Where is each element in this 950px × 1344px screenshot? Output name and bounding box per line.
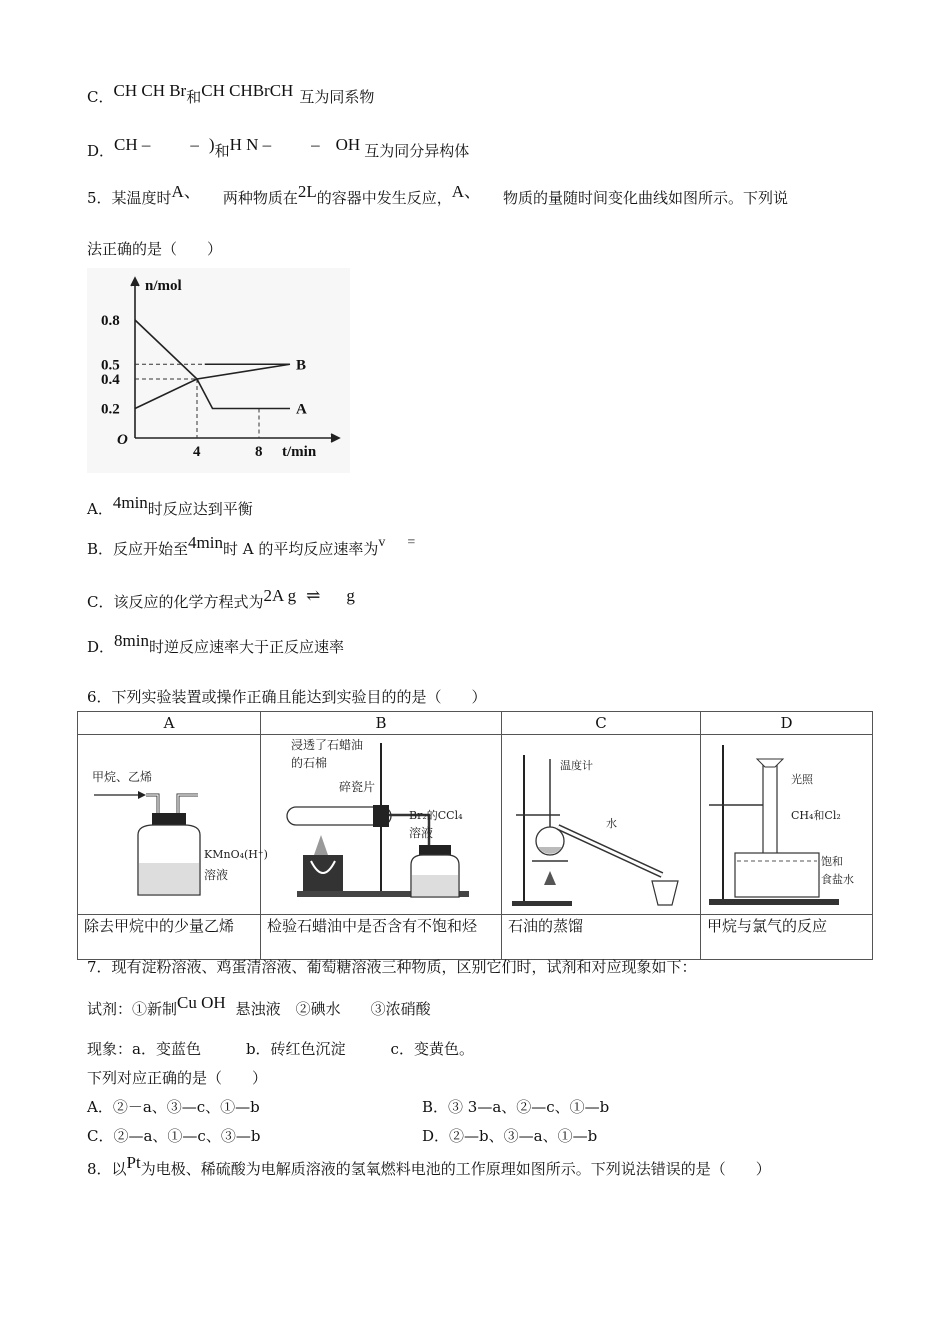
label-saturated: 饱和: [821, 855, 843, 868]
distillation-figure: [502, 735, 698, 910]
q6-caption-b: 检验石蜡油中是否含有不饱和烃: [261, 915, 502, 960]
label-solution-a: 溶液: [204, 868, 229, 882]
q4-option-d: D．CH – – )和H N – – OH 互为同分异构体: [87, 135, 470, 160]
y-tick-label: 0.4: [101, 372, 120, 388]
q5-graph-svg: [87, 268, 350, 473]
x-tick-label: 4: [193, 444, 201, 460]
label-gas-a: 甲烷、乙烯: [92, 770, 153, 784]
label-brine: 食盐水: [821, 873, 854, 886]
q6-table: [77, 711, 873, 960]
label-water: 水: [606, 817, 617, 830]
x-axis-label: t/min: [282, 444, 317, 460]
y-tick-label: 0.8: [101, 313, 120, 329]
q6-caption-a: 除去甲烷中的少量乙烯: [78, 915, 261, 960]
q6-caption-d: 甲烷与氯气的反应: [701, 915, 873, 960]
label-kmno4: KMnO₄(H⁺): [204, 848, 268, 861]
q5-option-a: A．4min时反应达到平衡: [87, 493, 253, 518]
q6-header-d: D: [701, 712, 873, 735]
y-axis-label: n/mol: [145, 278, 182, 294]
q5-option-c: C．该反应的化学方程式为2A g ⇌ g: [87, 586, 355, 611]
q6-header-b: B: [261, 712, 502, 735]
q7-option-b: B．③ 3—a、②—c、①—b: [422, 1098, 610, 1116]
q5-stem-line1: 5．某温度时A、 两种物质在2L的容器中发生反应，A、 物质的量随时间变化曲线如图所示。下列说: [87, 182, 789, 207]
q6-header-c: C: [502, 712, 701, 735]
q7-option-d: D．②—b、③—a、①—b: [422, 1127, 598, 1145]
label-b2: 的石棉: [291, 756, 328, 770]
series-label-B: B: [296, 357, 307, 374]
q6-apparatus-b: [261, 735, 502, 915]
origin-label: O: [117, 432, 128, 448]
label-b1: 浸透了石蜡油: [291, 738, 364, 752]
q6-apparatus-c: [502, 735, 701, 915]
q7-stem: 7．现有淀粉溶液、鸡蛋清溶液、葡萄糖溶液三种物质，区别它们时，试剂和对应现象如下：: [87, 958, 697, 976]
label-ch4-cl2: CH₄和Cl₂: [791, 809, 841, 822]
label-b3: 碎瓷片: [339, 780, 376, 794]
q6-apparatus-a: [78, 735, 268, 915]
q5-option-d: D．8min时逆反应速率大于正反应速率: [87, 631, 344, 656]
q7-reagents: 试剂：①新制Cu OH 悬浊液 ②碘水 ③浓硝酸: [87, 993, 431, 1018]
paraffin-cracking-figure: [261, 735, 499, 910]
y-tick-label: 0.2: [101, 401, 120, 418]
q7-option-a: A．②－a、③—c、①—b: [87, 1098, 260, 1116]
q5-option-b: B．反应开始至4min时 A 的平均反应速率为v =: [87, 533, 416, 558]
label-thermometer: 温度计: [560, 759, 593, 772]
q6-header-a: A: [78, 712, 261, 735]
q7-phenomena: 现象：a．变蓝色 b．砖红色沉淀 c．变黄色。: [87, 1040, 474, 1058]
q6-stem: 6．下列实验装置或操作正确且能达到实验目的的是（ ）: [87, 688, 487, 706]
x-tick-label: 8: [255, 444, 263, 460]
q6-caption-c: 石油的蒸馏: [502, 915, 701, 960]
q5-graph: [87, 268, 350, 473]
gas-washing-bottle-figure: [78, 735, 268, 910]
label-light: 光照: [791, 773, 813, 786]
q8-stem: 8．以Pt为电极、稀硫酸为电解质溶液的氢氧燃料电池的工作原理如图所示。下列说法错误的是（ ）: [87, 1153, 771, 1178]
methane-chlorine-figure: [701, 735, 871, 910]
q5-stem-line2: 法正确的是（ ）: [87, 240, 223, 258]
q7-option-c: C．②—a、①—c、③—b: [87, 1127, 261, 1145]
q4-option-c: C．CH CH Br和CH CHBrCH 互为同系物: [87, 81, 375, 106]
y-tick-label: 0.5: [101, 357, 120, 374]
q6-apparatus-d: [701, 735, 873, 915]
label-b5: 溶液: [409, 826, 434, 840]
label-b4: Br₂的CCl₄: [409, 809, 463, 822]
series-label-A: A: [296, 401, 307, 418]
q7-ask: 下列对应正确的是（ ）: [87, 1069, 268, 1087]
